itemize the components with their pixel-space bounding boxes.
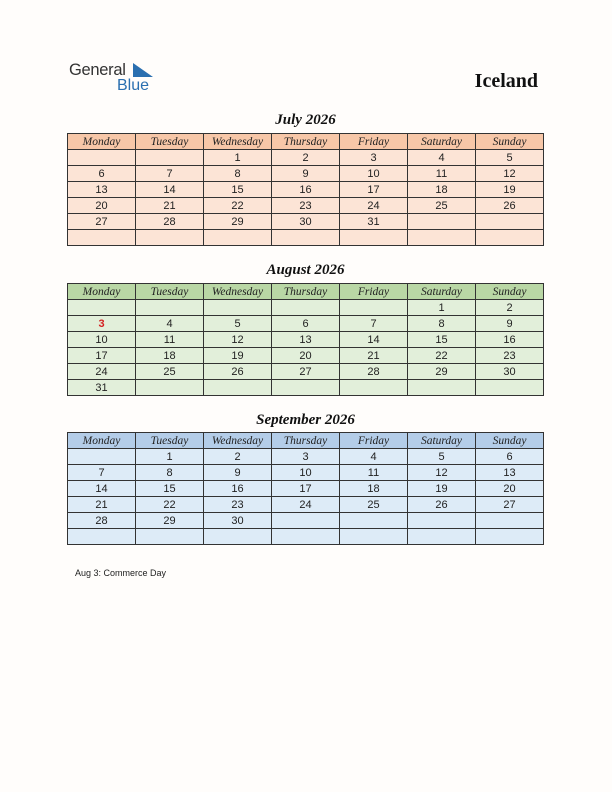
day-cell: 3 [340,150,408,166]
day-cell: 12 [408,465,476,481]
day-cell: 27 [476,497,544,513]
day-cell: 21 [68,497,136,513]
day-cell: 26 [408,497,476,513]
day-cell: 11 [136,332,204,348]
day-cell [136,150,204,166]
day-cell: 27 [68,214,136,230]
day-cell: 13 [68,182,136,198]
day-cell: 3 [68,316,136,332]
day-cell [204,529,272,545]
day-cell: 14 [340,332,408,348]
day-cell: 31 [68,380,136,396]
day-cell: 23 [204,497,272,513]
weekday-header-row [68,284,544,300]
day-cell: 19 [408,481,476,497]
blue-triangle-icon [133,63,153,77]
weekday-header: Sunday [476,134,544,150]
day-cell [272,300,340,316]
day-cell: 30 [204,513,272,529]
weekday-header: Friday [340,433,408,449]
day-cell [136,230,204,246]
day-cell: 29 [136,513,204,529]
day-cell: 6 [272,316,340,332]
week-row [68,348,544,364]
day-cell: 1 [408,300,476,316]
week-row [68,198,544,214]
day-cell: 26 [476,198,544,214]
calendar-august [67,283,544,396]
day-cell: 8 [204,166,272,182]
weekday-header: Sunday [476,433,544,449]
day-cell [340,230,408,246]
day-cell [204,380,272,396]
day-cell [272,529,340,545]
day-cell: 24 [340,198,408,214]
day-cell: 24 [272,497,340,513]
day-cell [68,529,136,545]
calendar-september [67,432,544,545]
weekday-header: Thursday [272,433,340,449]
day-cell: 21 [136,198,204,214]
week-row [68,150,544,166]
weekday-header: Tuesday [136,284,204,300]
day-cell [136,380,204,396]
day-cell: 3 [272,449,340,465]
day-cell: 8 [136,465,204,481]
month-title-august: August 2026 [266,262,345,278]
day-cell: 15 [408,332,476,348]
day-cell [68,449,136,465]
day-cell: 13 [476,465,544,481]
day-cell: 12 [476,166,544,182]
day-cell [204,230,272,246]
weekday-header: Sunday [476,284,544,300]
day-cell [272,513,340,529]
weekday-header: Thursday [272,134,340,150]
week-row [68,529,544,545]
day-cell: 25 [136,364,204,380]
day-cell: 26 [204,364,272,380]
week-row [68,449,544,465]
day-cell: 4 [136,316,204,332]
day-cell: 10 [272,465,340,481]
day-cell [136,300,204,316]
holiday-notes: Aug 3: Commerce Day [75,568,167,578]
weekday-header: Wednesday [204,284,272,300]
day-cell: 28 [340,364,408,380]
day-cell: 4 [340,449,408,465]
day-cell: 19 [476,182,544,198]
calendar-july [67,133,544,246]
day-cell [476,230,544,246]
day-cell [68,230,136,246]
day-cell [204,300,272,316]
logo-word-general: General [69,61,126,79]
day-cell: 22 [408,348,476,364]
week-row [68,481,544,497]
country-title: Iceland [474,70,538,92]
day-cell: 31 [340,214,408,230]
weekday-header: Tuesday [136,134,204,150]
day-cell: 1 [136,449,204,465]
day-cell: 2 [272,150,340,166]
day-cell [340,513,408,529]
day-cell [408,529,476,545]
day-cell: 17 [340,182,408,198]
day-cell: 5 [204,316,272,332]
week-row [68,230,544,246]
day-cell: 1 [204,150,272,166]
weekday-header: Friday [340,284,408,300]
day-cell: 23 [272,198,340,214]
day-cell: 2 [204,449,272,465]
day-cell: 8 [408,316,476,332]
logo-word-blue: Blue [117,77,150,94]
day-cell: 17 [68,348,136,364]
day-cell: 29 [408,364,476,380]
day-cell [408,380,476,396]
day-cell: 17 [272,481,340,497]
day-cell: 22 [204,198,272,214]
day-cell [272,230,340,246]
day-cell: 28 [136,214,204,230]
day-cell: 20 [68,198,136,214]
day-cell: 18 [136,348,204,364]
day-cell: 9 [476,316,544,332]
day-cell [68,150,136,166]
day-cell: 15 [136,481,204,497]
weekday-header: Thursday [272,284,340,300]
day-cell [340,529,408,545]
week-row [68,332,544,348]
day-cell: 6 [476,449,544,465]
day-cell: 16 [272,182,340,198]
day-cell [340,380,408,396]
day-cell [136,529,204,545]
day-cell: 16 [204,481,272,497]
day-cell: 9 [204,465,272,481]
week-row [68,364,544,380]
day-cell: 5 [408,449,476,465]
week-row [68,497,544,513]
day-cell: 20 [272,348,340,364]
logo [69,61,169,97]
week-row [68,465,544,481]
weekday-header: Friday [340,134,408,150]
day-cell: 9 [272,166,340,182]
day-cell: 10 [68,332,136,348]
day-cell: 5 [476,150,544,166]
weekday-header: Monday [68,134,136,150]
day-cell: 11 [408,166,476,182]
weekday-header: Saturday [408,134,476,150]
day-cell: 24 [68,364,136,380]
week-row [68,316,544,332]
day-cell: 25 [408,198,476,214]
day-cell: 27 [272,364,340,380]
day-cell: 6 [68,166,136,182]
day-cell [408,230,476,246]
weekday-header: Saturday [408,284,476,300]
day-cell: 30 [476,364,544,380]
day-cell: 30 [272,214,340,230]
month-title-september: September 2026 [256,412,355,428]
day-cell: 15 [204,182,272,198]
week-row [68,300,544,316]
weekday-header-row [68,433,544,449]
day-cell: 12 [204,332,272,348]
day-cell: 21 [340,348,408,364]
week-row [68,182,544,198]
week-row [68,214,544,230]
day-cell: 10 [340,166,408,182]
weekday-header: Wednesday [204,134,272,150]
day-cell [408,214,476,230]
day-cell: 25 [340,497,408,513]
day-cell [476,214,544,230]
day-cell: 14 [136,182,204,198]
day-cell: 23 [476,348,544,364]
weekday-header: Monday [68,284,136,300]
week-row [68,513,544,529]
day-cell: 20 [476,481,544,497]
day-cell: 13 [272,332,340,348]
week-row [68,380,544,396]
day-cell [476,380,544,396]
weekday-header-row [68,134,544,150]
day-cell: 22 [136,497,204,513]
weekday-header: Tuesday [136,433,204,449]
week-row [68,166,544,182]
day-cell [476,513,544,529]
weekday-header: Monday [68,433,136,449]
day-cell: 7 [340,316,408,332]
day-cell: 29 [204,214,272,230]
day-cell [408,513,476,529]
day-cell [68,300,136,316]
weekday-header: Saturday [408,433,476,449]
day-cell: 7 [136,166,204,182]
day-cell: 2 [476,300,544,316]
day-cell: 19 [204,348,272,364]
month-title-july: July 2026 [275,112,336,128]
day-cell [340,300,408,316]
day-cell: 18 [340,481,408,497]
day-cell: 7 [68,465,136,481]
day-cell: 14 [68,481,136,497]
day-cell: 11 [340,465,408,481]
day-cell: 16 [476,332,544,348]
day-cell: 18 [408,182,476,198]
day-cell: 4 [408,150,476,166]
weekday-header: Wednesday [204,433,272,449]
day-cell [272,380,340,396]
day-cell: 28 [68,513,136,529]
day-cell [476,529,544,545]
